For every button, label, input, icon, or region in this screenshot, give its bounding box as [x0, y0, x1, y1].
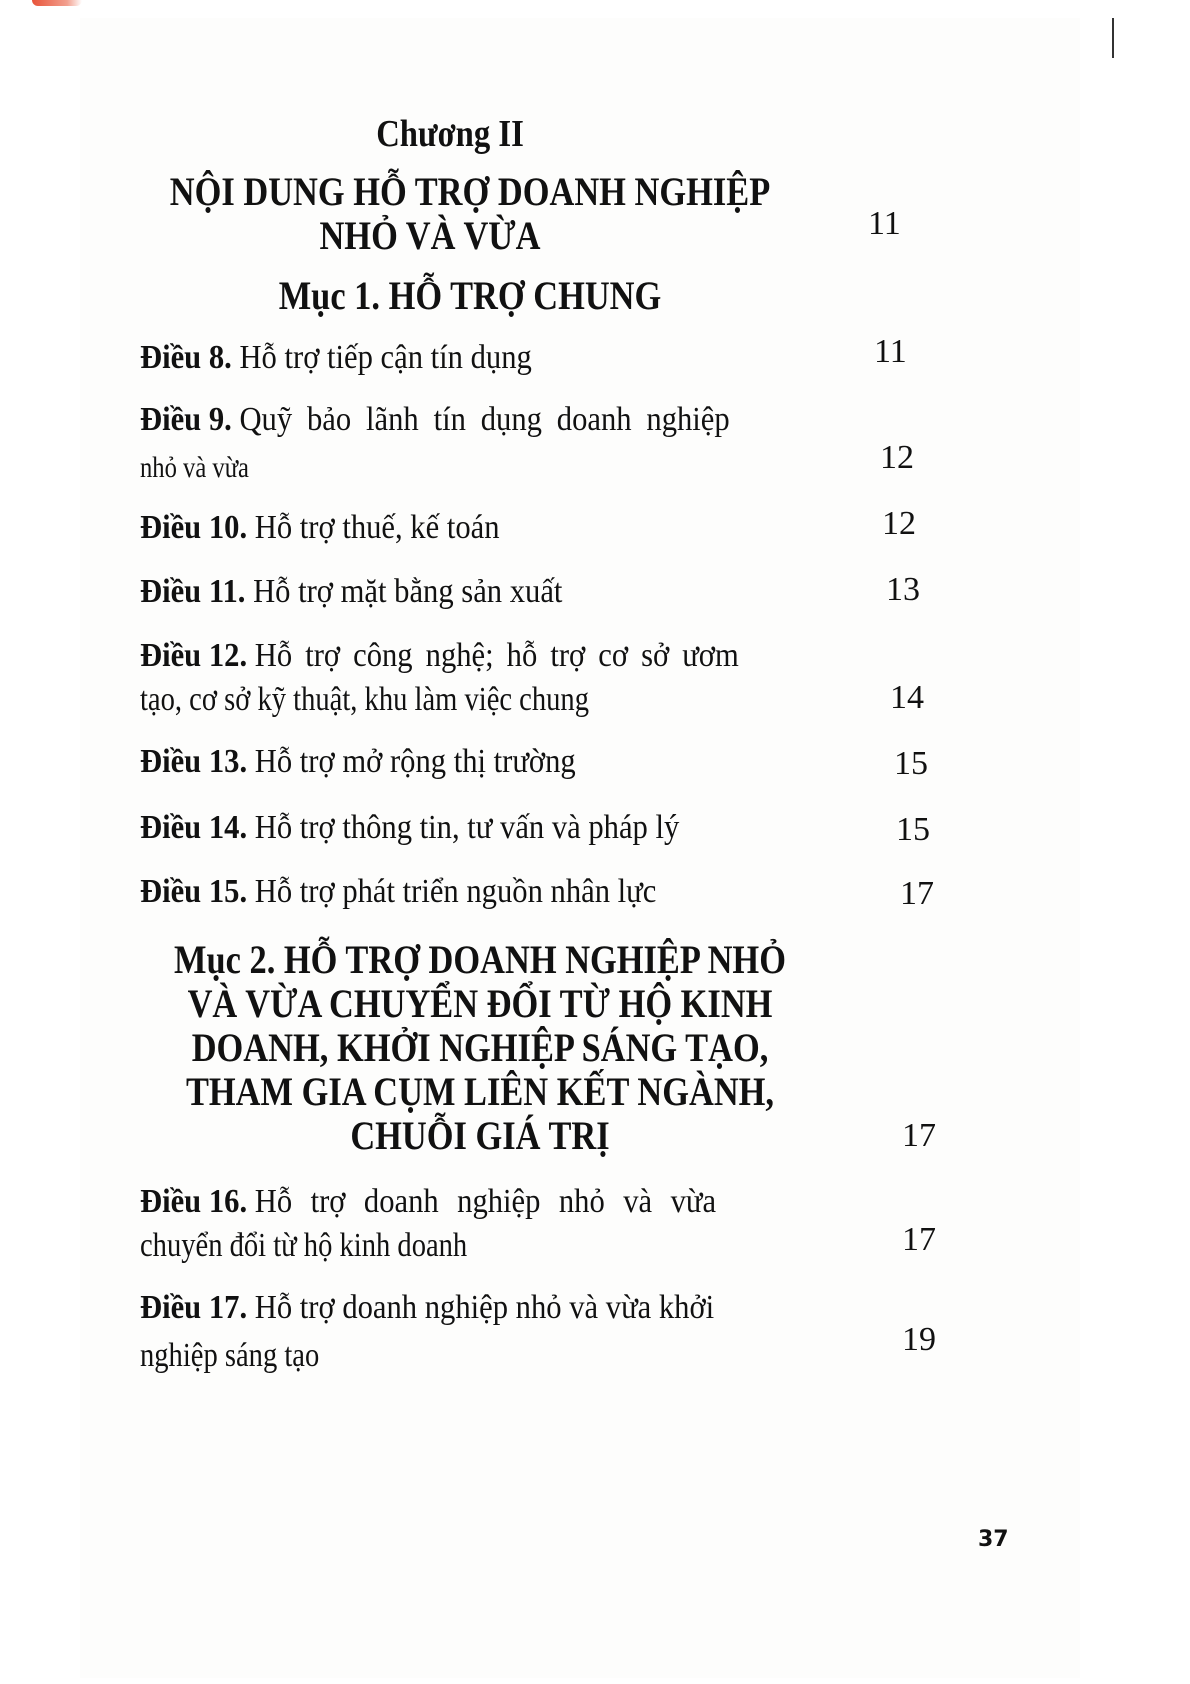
entry-label: Điều 9. [140, 401, 232, 438]
entry-page-number: 17 [902, 1221, 936, 1258]
toc-entry-dieu-9-continued [140, 446, 249, 490]
entry-text: Hỗ trợ thông tin, tư vấn và pháp lý [254, 809, 680, 846]
toc-entry-dieu-17-continued [140, 1334, 319, 1378]
chapter-title: Chương II [376, 113, 524, 155]
entry-text: Hỗ trợ mặt bằng sản xuất [253, 573, 563, 610]
entry-page-number: 11 [874, 333, 907, 370]
entry-label: Điều 8. [140, 339, 232, 376]
page-edge-mark [32, 0, 82, 6]
entry-text: Hỗ trợ công nghệ; hỗ trợ cơ sở ươm [254, 637, 739, 674]
entry-text: Hỗ trợ doanh nghiệp nhỏ và vừa [254, 1183, 717, 1220]
section2-title-line5: CHUỖI GIÁ TRỊ [350, 1113, 610, 1158]
chapter-page-number: 11 [868, 205, 901, 242]
toc-entry-dieu-17[interactable] [140, 1286, 714, 1330]
section2-title-line3: DOANH, KHỞI NGHIỆP SÁNG TẠO, [191, 1025, 769, 1070]
section2-title-line1: Mục 2. HỖ TRỢ DOANH NGHIỆP NHỎ [174, 937, 786, 982]
toc-entry-dieu-15[interactable] [140, 870, 656, 914]
toc-entry-dieu-12-continued [140, 678, 589, 722]
toc-entry-dieu-13[interactable] [140, 740, 576, 784]
toc-entry-dieu-14[interactable] [140, 806, 679, 850]
toc-entry-dieu-8[interactable] [140, 336, 532, 380]
entry-text-continued: chuyển đổi từ hộ kinh doanh [140, 1227, 468, 1264]
entry-label: Điều 10. [140, 509, 248, 546]
section2-title-line2: VÀ VỪA CHUYỂN ĐỔI TỪ HỘ KINH [187, 981, 773, 1026]
entry-text-continued: tạo, cơ sở kỹ thuật, khu làm việc chung [140, 681, 589, 718]
toc-entry-dieu-16[interactable] [140, 1180, 716, 1224]
entry-label: Điều 12. [140, 637, 248, 674]
entry-text: Quỹ bảo lãnh tín dụng doanh nghiệp [239, 401, 730, 438]
toc-entry-dieu-12[interactable] [140, 634, 739, 678]
entry-page-number: 13 [886, 571, 920, 608]
entry-label: Điều 11. [140, 573, 246, 610]
entry-page-number: 12 [882, 505, 916, 542]
section2-title-line4: THAM GIA CỤM LIÊN KẾT NGÀNH, [185, 1069, 775, 1114]
toc-entry-dieu-11[interactable] [140, 570, 562, 614]
chapter-heading-line1: NỘI DUNG HỖ TRỢ DOANH NGHIỆP [169, 169, 771, 214]
entry-label: Điều 15. [140, 873, 248, 910]
entry-text: Hỗ trợ doanh nghiệp nhỏ và vừa khởi [254, 1289, 715, 1326]
entry-text: Hỗ trợ tiếp cận tín dụng [239, 339, 532, 376]
section2-page-number: 17 [902, 1117, 936, 1154]
entry-label: Điều 16. [140, 1183, 248, 1220]
toc-entry-dieu-10[interactable] [140, 506, 500, 550]
entry-text: Hỗ trợ phát triển nguồn nhân lực [254, 873, 657, 910]
chapter-heading-line2: NHỎ VÀ VỪA [319, 213, 541, 258]
entry-label: Điều 17. [140, 1289, 248, 1326]
entry-page-number: 19 [902, 1321, 936, 1358]
entry-label: Điều 14. [140, 809, 248, 846]
page-number: 37 [978, 1527, 1009, 1552]
entry-text-continued: nhỏ và vừa [140, 451, 249, 484]
section1-title: Mục 1. HỖ TRỢ CHUNG [278, 273, 662, 318]
toc-entry-dieu-16-continued [140, 1224, 467, 1268]
entry-text: Hỗ trợ thuế, kế toán [254, 509, 500, 546]
page-edge-line [1112, 18, 1114, 58]
toc-entry-dieu-9[interactable] [140, 398, 788, 442]
entry-page-number: 17 [900, 875, 934, 912]
entry-page-number: 15 [894, 745, 928, 782]
entry-page-number: 15 [896, 811, 930, 848]
entry-page-number: 12 [880, 439, 914, 476]
entry-page-number: 14 [890, 679, 924, 716]
entry-text-continued: nghiệp sáng tạo [140, 1337, 320, 1374]
entry-text: Hỗ trợ mở rộng thị trường [254, 743, 576, 780]
entry-label: Điều 13. [140, 743, 248, 780]
